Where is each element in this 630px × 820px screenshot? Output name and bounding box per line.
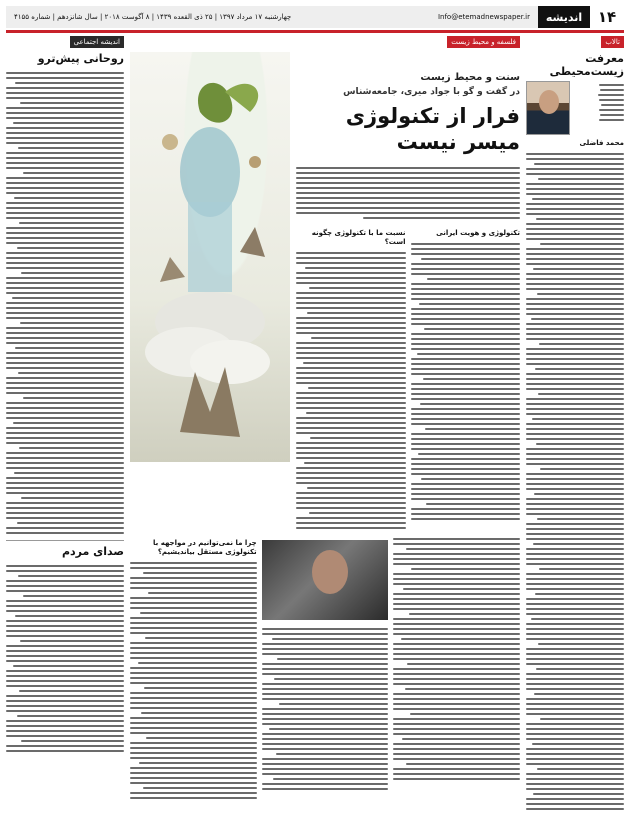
article-lead — [296, 164, 520, 219]
interviewee-photo — [262, 540, 389, 620]
left-column-tag: اندیشه اجتماعی — [70, 36, 124, 48]
article-hero — [130, 52, 520, 529]
right-column-title: معرفت زیست‌محیطی — [549, 52, 624, 78]
header-rule — [6, 30, 624, 33]
right-column-body — [526, 150, 624, 812]
article-kicker: سنت و محیط زیست — [420, 72, 520, 83]
author-portrait — [526, 81, 570, 135]
left-column-section-2-body — [6, 562, 124, 752]
left-column-section-2-title: صدای مردم — [61, 545, 124, 558]
main-article — [130, 36, 520, 812]
section-label: اندیشه — [538, 6, 590, 28]
article-subkicker: در گفت و گو با جواد میری، جامعه‌شناس — [343, 87, 520, 97]
article-question-heading: تکنولوژی و هویت ایرانی — [436, 228, 520, 237]
right-column-intro — [574, 81, 624, 121]
header-info-bar — [6, 6, 538, 28]
article-headline: فرار از تکنولوژی میسر نیست — [345, 104, 520, 155]
page-header — [6, 6, 624, 28]
issue-date-line: چهارشنبه ۱۷ مرداد ۱۳۹۷ | ۲۵ ذی القعده ۱۴۳۹ | ۸ آگوست ۲۰۱۸ | سال شانزدهم | شماره ۴۱۵۵ — [14, 13, 292, 21]
left-column — [6, 36, 124, 812]
section-divider — [6, 540, 124, 541]
left-column-title: روحانی پیش‌ترو — [37, 52, 124, 65]
article-body-lower — [130, 535, 520, 799]
article-body-upper — [296, 225, 520, 529]
article-illustration — [130, 52, 290, 462]
article-question-heading-3: چرا ما نمی‌توانیم در مواجهه با تکنولوژی مستقل بیاندیشیم؟ — [153, 538, 257, 556]
email-link[interactable]: Info@etemadnewspaper.ir — [437, 13, 530, 21]
right-column — [526, 36, 624, 812]
right-column-tag: تالاب — [601, 36, 624, 48]
left-column-body — [6, 69, 124, 534]
article-category-tag: فلسفه و محیط زیست — [447, 36, 520, 48]
article-question-heading-2: نسبت ما با تکنولوژی چگونه است؟ — [311, 228, 406, 246]
illustration-svg — [130, 52, 290, 462]
page-number: ۱۴ — [590, 6, 624, 28]
article-heading-block — [296, 52, 520, 529]
right-column-author: محمد فاضلی — [579, 139, 624, 147]
